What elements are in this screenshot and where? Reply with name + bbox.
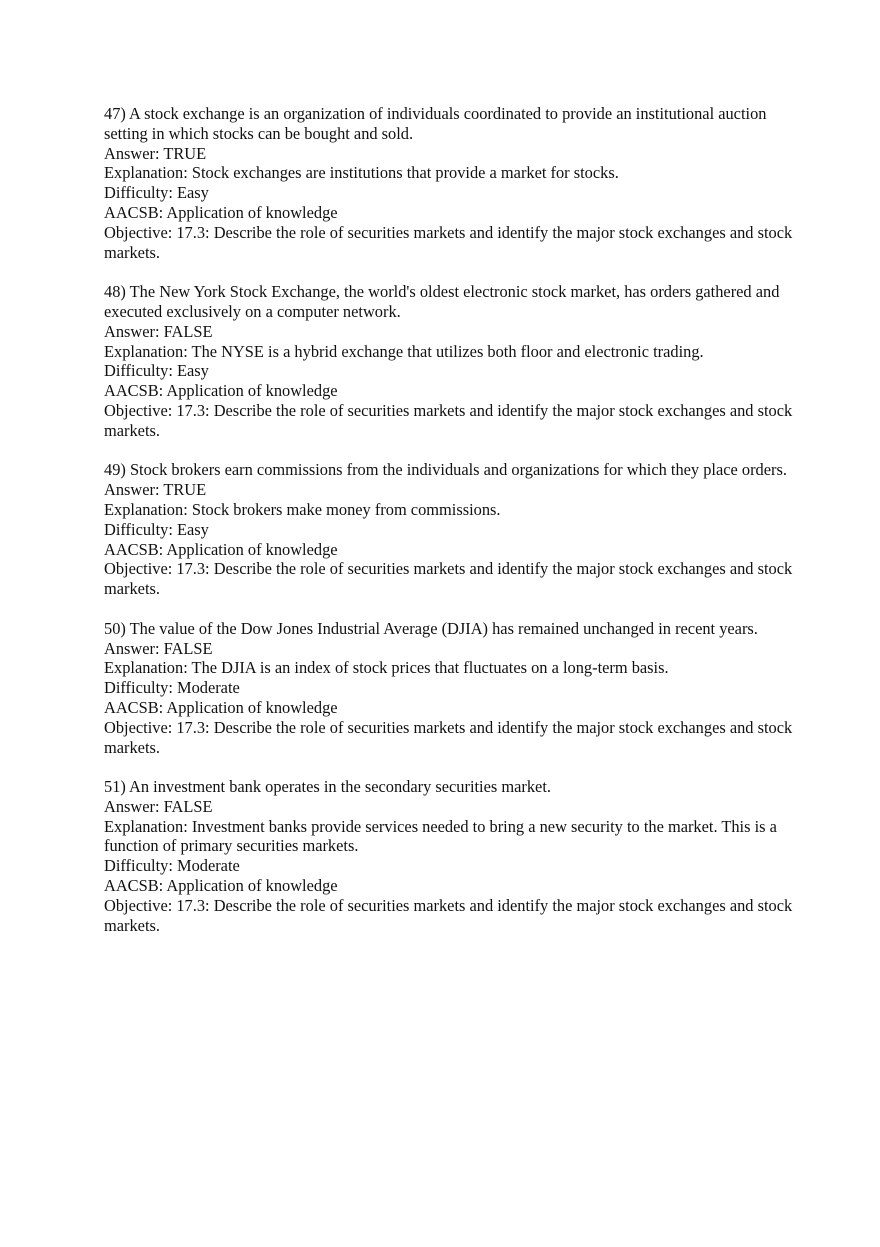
explanation-line: Explanation: The NYSE is a hybrid exchange that utilizes both floor and electronic trading.	[104, 341, 704, 361]
question-block-50	[104, 619, 794, 758]
objective-line: Objective: 17.3: Describe the role of securities markets and identify the major stock exchanges and stock markets.	[104, 895, 793, 935]
question-stem: 47) A stock exchange is an organization of individuals coordinated to provide an institutional auction setting in which stocks can be bought and sold.	[104, 104, 767, 143]
question-stem: 48) The New York Stock Exchange, the world's oldest electronic stock market, has orders gathered and executed exclusively on a computer network.	[104, 282, 780, 321]
aacsb-line: AACSB: Application of knowledge	[104, 876, 338, 896]
document-page	[104, 104, 794, 955]
question-block-51	[104, 777, 794, 935]
question-stem: 50) The value of the Dow Jones Industrial Average (DJIA) has remained unchanged in recent years.	[104, 618, 758, 638]
difficulty-line: Difficulty: Moderate	[104, 856, 240, 876]
answer-line: Answer: FALSE	[104, 796, 213, 816]
question-block-47	[104, 104, 794, 262]
question-stem: 51) An investment bank operates in the secondary securities market.	[104, 777, 551, 797]
objective-line: Objective: 17.3: Describe the role of securities markets and identify the major stock exchanges and stock markets.	[104, 400, 793, 440]
difficulty-line: Difficulty: Easy	[104, 519, 209, 539]
objective-line: Objective: 17.3: Describe the role of securities markets and identify the major stock exchanges and stock markets.	[104, 717, 793, 757]
objective-line: Objective: 17.3: Describe the role of securities markets and identify the major stock exchanges and stock markets.	[104, 559, 793, 599]
explanation-line: Explanation: The DJIA is an index of stock prices that fluctuates on a long-term basis.	[104, 658, 669, 678]
answer-line: Answer: TRUE	[104, 143, 207, 163]
difficulty-line: Difficulty: Easy	[104, 361, 209, 381]
aacsb-line: AACSB: Application of knowledge	[104, 202, 338, 222]
aacsb-line: AACSB: Application of knowledge	[104, 381, 338, 401]
aacsb-line: AACSB: Application of knowledge	[104, 539, 338, 559]
answer-line: Answer: TRUE	[104, 480, 207, 500]
question-stem: 49) Stock brokers earn commissions from the individuals and organizations for which they place orders.	[104, 460, 787, 480]
objective-line: Objective: 17.3: Describe the role of securities markets and identify the major stock exchanges and stock markets.	[104, 222, 793, 262]
difficulty-line: Difficulty: Easy	[104, 183, 209, 203]
explanation-line: Explanation: Stock exchanges are institutions that provide a market for stocks.	[104, 163, 619, 183]
question-block-48	[104, 282, 794, 440]
difficulty-line: Difficulty: Moderate	[104, 678, 240, 698]
explanation-line: Explanation: Stock brokers make money from commissions.	[104, 499, 501, 519]
aacsb-line: AACSB: Application of knowledge	[104, 697, 338, 717]
answer-line: Answer: FALSE	[104, 638, 213, 658]
answer-line: Answer: FALSE	[104, 321, 213, 341]
explanation-line: Explanation: Investment banks provide services needed to bring a new security to the market. This is a function of primary securities markets.	[104, 816, 777, 856]
question-block-49	[104, 460, 794, 599]
